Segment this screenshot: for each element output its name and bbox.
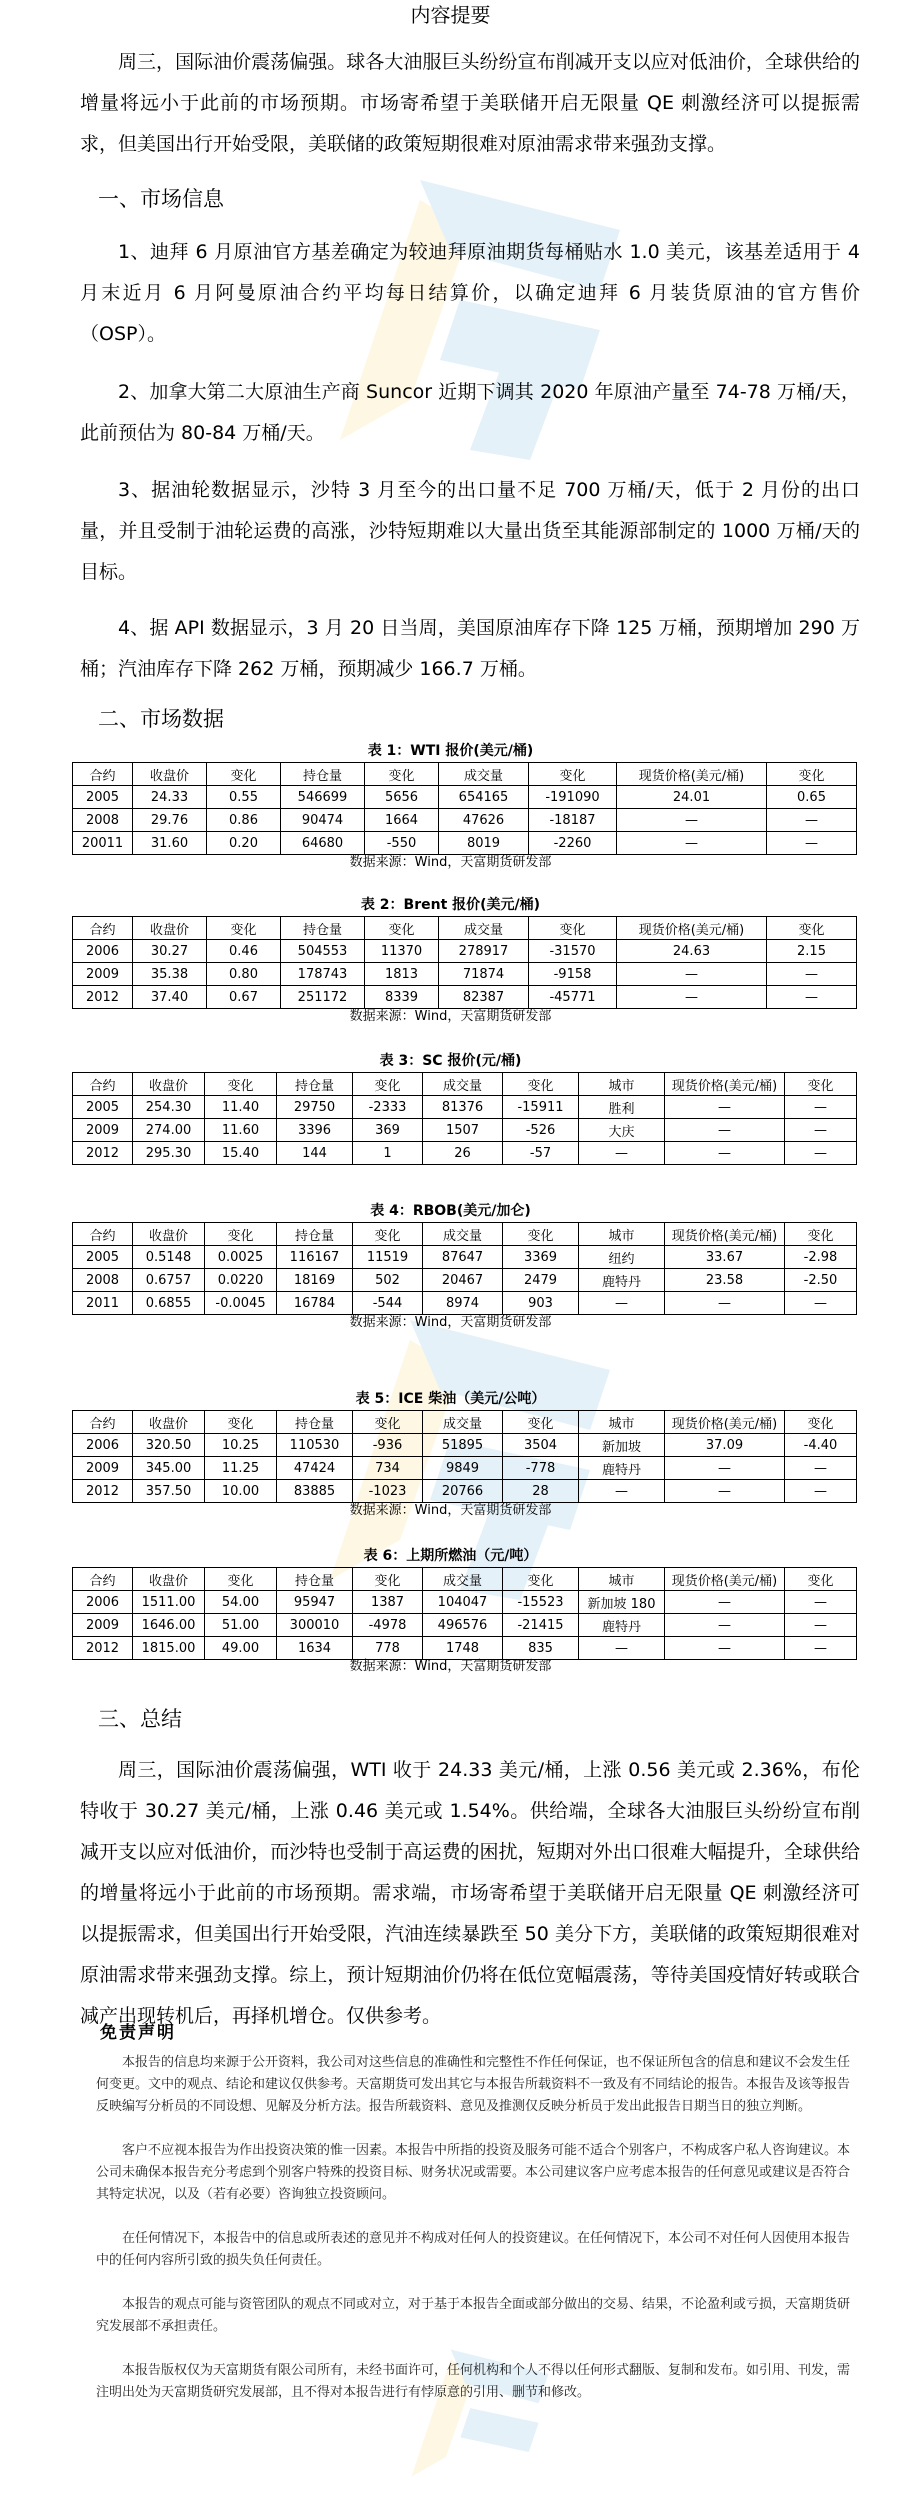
data-source: 数据来源：Wind，天富期货研发部 bbox=[349, 1315, 552, 1330]
table-header-cell: 变化 bbox=[207, 917, 281, 940]
table-header-cell: 城市 bbox=[579, 1568, 665, 1591]
table-cell: 11.60 bbox=[205, 1119, 277, 1142]
table-cell: — bbox=[665, 1591, 785, 1614]
table-cell: 8019 bbox=[439, 832, 529, 855]
table-cell: 2005 bbox=[73, 1246, 133, 1269]
table-header-cell: 持仓量 bbox=[277, 1411, 353, 1434]
table-cell: 116167 bbox=[277, 1246, 353, 1269]
table-cell: 2009 bbox=[73, 1119, 133, 1142]
table-cell: 110530 bbox=[277, 1434, 353, 1457]
table-cell: 鹿特丹 bbox=[579, 1614, 665, 1637]
table-cell: 2006 bbox=[73, 1434, 133, 1457]
table-cell: 胜利 bbox=[579, 1096, 665, 1119]
section-heading-summary: 三、总结 bbox=[98, 1707, 182, 1731]
table-cell: 1646.00 bbox=[133, 1614, 205, 1637]
table-caption: 表 5：ICE 柴油（美元/公吨） bbox=[355, 1391, 546, 1407]
table-header-cell: 变化 bbox=[503, 1411, 579, 1434]
table-header-cell: 持仓量 bbox=[277, 1568, 353, 1591]
table-cell: 11519 bbox=[353, 1246, 423, 1269]
table-cell: 251172 bbox=[281, 986, 365, 1009]
table-caption: 表 2：Brent 报价(美元/桶) bbox=[360, 897, 541, 913]
table-header-cell: 合约 bbox=[73, 917, 133, 940]
table-header-row bbox=[73, 917, 857, 940]
table-cell: — bbox=[785, 1096, 857, 1119]
table-cell: 2005 bbox=[73, 786, 133, 809]
table-cell: -15911 bbox=[503, 1096, 579, 1119]
table-header-row bbox=[73, 1073, 857, 1096]
table-header-cell: 变化 bbox=[205, 1411, 277, 1434]
table-cell: 1815.00 bbox=[133, 1637, 205, 1660]
table-cell: 20467 bbox=[423, 1269, 503, 1292]
watermark-logo bbox=[380, 2330, 580, 2496]
table-cell: -18187 bbox=[529, 809, 617, 832]
table-row bbox=[73, 940, 857, 963]
table-cell: 5656 bbox=[365, 786, 439, 809]
table-header-cell: 持仓量 bbox=[277, 1223, 353, 1246]
table-cell: 11.40 bbox=[205, 1096, 277, 1119]
table-row bbox=[73, 1142, 857, 1165]
table-cell: 1748 bbox=[423, 1637, 503, 1660]
table-cell: — bbox=[767, 832, 857, 855]
table-cell: -2333 bbox=[353, 1096, 423, 1119]
disclaimer-paragraph: 本报告版权仅为天富期货有限公司所有，未经书面许可，任何机构和个人不得以任何形式翻版、复制和发布。如引用、刊发，需注明出处为天富期货研究发展部，且不得对本报告进行有悖原意的引用、删节和修改。 bbox=[96, 2363, 851, 2400]
table-cell: 2.15 bbox=[767, 940, 857, 963]
table-cell: -0.0045 bbox=[205, 1292, 277, 1315]
table-cell: 0.20 bbox=[207, 832, 281, 855]
table-cell: — bbox=[785, 1457, 857, 1480]
table-cell: 0.6855 bbox=[133, 1292, 205, 1315]
table-header-cell: 持仓量 bbox=[281, 763, 365, 786]
disclaimer-paragraph: 本报告的观点可能与资管团队的观点不同或对立，对于基于本报告全面或部分做出的交易、结果，不论盈利或亏损，天富期货研究发展部不承担责任。 bbox=[96, 2297, 851, 2334]
table-row bbox=[73, 809, 857, 832]
table-cell: 24.01 bbox=[617, 786, 767, 809]
table-cell: 369 bbox=[353, 1119, 423, 1142]
table-cell: 纽约 bbox=[579, 1246, 665, 1269]
table-header-cell: 变化 bbox=[353, 1411, 423, 1434]
table-row bbox=[73, 1246, 857, 1269]
table-row bbox=[73, 1480, 857, 1503]
table-cell: 1664 bbox=[365, 809, 439, 832]
table-header-cell: 变化 bbox=[353, 1223, 423, 1246]
table-header-cell: 持仓量 bbox=[277, 1073, 353, 1096]
market-info-item: 1、迪拜 6 月原油官方基差确定为较迪拜原油期货每桶贴水 1.0 美元，该基差适用于 4 月末近月 6 月阿曼原油合约平均每日结算价，以确定迪拜 6 月装货原油的官方售价（OSP）。 bbox=[80, 241, 860, 345]
table-cell: — bbox=[665, 1119, 785, 1142]
table-cell: 0.46 bbox=[207, 940, 281, 963]
table-cell: 2005 bbox=[73, 1096, 133, 1119]
table-cell: — bbox=[617, 963, 767, 986]
table-cell: 51895 bbox=[423, 1434, 503, 1457]
table-cell: 734 bbox=[353, 1457, 423, 1480]
table-cell: -9158 bbox=[529, 963, 617, 986]
table-header-row bbox=[73, 1223, 857, 1246]
table-cell: 0.0220 bbox=[205, 1269, 277, 1292]
table-header-cell: 变化 bbox=[785, 1223, 857, 1246]
table-cell: — bbox=[767, 963, 857, 986]
table-row bbox=[73, 1269, 857, 1292]
table-cell: 2006 bbox=[73, 940, 133, 963]
table-cell: 29750 bbox=[277, 1096, 353, 1119]
table-cell: 903 bbox=[503, 1292, 579, 1315]
table-row bbox=[73, 1457, 857, 1480]
table-row bbox=[73, 1119, 857, 1142]
market-info-item: 3、据油轮数据显示，沙特 3 月至今的出口量不足 700 万桶/天，低于 2 月份的出口量，并且受制于油轮运费的高涨，沙特短期难以大量出货至其能源部制定的 1000 万桶/天的目标。 bbox=[80, 479, 860, 583]
table-header-cell: 收盘价 bbox=[133, 763, 207, 786]
table-cell: — bbox=[665, 1096, 785, 1119]
data-source: 数据来源：Wind，天富期货研发部 bbox=[349, 1009, 552, 1024]
table-cell: 11370 bbox=[365, 940, 439, 963]
table-header-row bbox=[73, 1411, 857, 1434]
table-cell: -778 bbox=[503, 1457, 579, 1480]
table-cell: 778 bbox=[353, 1637, 423, 1660]
table-cell: — bbox=[785, 1292, 857, 1315]
table-header-row bbox=[73, 763, 857, 786]
table-header-cell: 变化 bbox=[785, 1411, 857, 1434]
table-cell: 254.30 bbox=[133, 1096, 205, 1119]
table-cell: 178743 bbox=[281, 963, 365, 986]
table-cell: 2008 bbox=[73, 809, 133, 832]
table-cell: 30.27 bbox=[133, 940, 207, 963]
table-header-cell: 变化 bbox=[365, 917, 439, 940]
table-row bbox=[73, 1591, 857, 1614]
table-header-row bbox=[73, 1568, 857, 1591]
table-header-cell: 成交量 bbox=[423, 1411, 503, 1434]
section-heading-market-info: 一、市场信息 bbox=[98, 187, 224, 211]
table-header-cell: 合约 bbox=[73, 1223, 133, 1246]
section-heading-market-data: 二、市场数据 bbox=[98, 707, 224, 731]
table-header-cell: 变化 bbox=[785, 1568, 857, 1591]
table-header-cell: 变化 bbox=[503, 1568, 579, 1591]
table-row bbox=[73, 786, 857, 809]
table-cell: -2.98 bbox=[785, 1246, 857, 1269]
table-cell: 345.00 bbox=[133, 1457, 205, 1480]
table-cell: 654165 bbox=[439, 786, 529, 809]
table-cell: 835 bbox=[503, 1637, 579, 1660]
table-cell: -45771 bbox=[529, 986, 617, 1009]
table-header-cell: 变化 bbox=[205, 1223, 277, 1246]
summary-paragraph: 周三，国际油价震荡偏强。球各大油服巨头纷纷宣布削减开支以应对低油价，全球供给的增量将远小于此前的市场预期。市场寄希望于美联储开启无限量 QE 刺激经济可以提振需求，但美国出行开始受限，美联储的政策短期很难对原油需求带来强劲支撑。 bbox=[80, 51, 860, 155]
table-header-cell: 变化 bbox=[529, 763, 617, 786]
table-cell: -2260 bbox=[529, 832, 617, 855]
table-caption: 表 3：SC 报价(元/桶) bbox=[379, 1053, 522, 1069]
table-header-cell: 城市 bbox=[579, 1223, 665, 1246]
table-header-cell: 变化 bbox=[767, 763, 857, 786]
table-cell: 10.00 bbox=[205, 1480, 277, 1503]
table-caption: 表 6：上期所燃油（元/吨） bbox=[363, 1548, 538, 1564]
table-cell: 8974 bbox=[423, 1292, 503, 1315]
table-cell: 1507 bbox=[423, 1119, 503, 1142]
table-header-cell: 变化 bbox=[767, 917, 857, 940]
table-cell: 10.25 bbox=[205, 1434, 277, 1457]
table-cell: — bbox=[785, 1480, 857, 1503]
table-cell: 2009 bbox=[73, 1614, 133, 1637]
table-cell: — bbox=[665, 1480, 785, 1503]
table-cell: — bbox=[785, 1614, 857, 1637]
table-header-cell: 持仓量 bbox=[281, 917, 365, 940]
market-info-item: 2、加拿大第二大原油生产商 Suncor 近期下调其 2020 年原油产量至 74-78 万桶/天，此前预估为 80-84 万桶/天。 bbox=[80, 381, 860, 444]
table-header-cell: 变化 bbox=[503, 1223, 579, 1246]
table-cell: 35.38 bbox=[133, 963, 207, 986]
table-cell: 0.55 bbox=[207, 786, 281, 809]
table-row bbox=[73, 986, 857, 1009]
table-cell: 2479 bbox=[503, 1269, 579, 1292]
table-cell: 300010 bbox=[277, 1614, 353, 1637]
table-cell: -936 bbox=[353, 1434, 423, 1457]
table-cell: -15523 bbox=[503, 1591, 579, 1614]
table-cell: — bbox=[617, 832, 767, 855]
data-source: 数据来源：Wind，天富期货研发部 bbox=[349, 1659, 552, 1674]
table-cell: 新加坡 180 bbox=[579, 1591, 665, 1614]
table-cell: 2008 bbox=[73, 1269, 133, 1292]
table-cell: 37.40 bbox=[133, 986, 207, 1009]
table-cell: 1 bbox=[353, 1142, 423, 1165]
table-cell: -526 bbox=[503, 1119, 579, 1142]
table-cell: 2006 bbox=[73, 1591, 133, 1614]
table-header-cell: 现货价格(美元/桶) bbox=[665, 1568, 785, 1591]
table-header-cell: 成交量 bbox=[423, 1568, 503, 1591]
disclaimer-paragraph: 本报告的信息均来源于公开资料，我公司对这些信息的准确性和完整性不作任何保证，也不保证所包含的信息和建议不会发生任何变更。文中的观点、结论和建议仅供参考。天富期货可发出其它与本报告所载资料不一致及有不同结论的报告。本报告及该等报告反映编写分析员的不同设想、见解及分析方法。报告所载资料、意见及推测仅反映分析员于发出此报告日期当日的独立判断。 bbox=[96, 2055, 851, 2114]
table-cell: -57 bbox=[503, 1142, 579, 1165]
table-header-cell: 变化 bbox=[503, 1073, 579, 1096]
table-cell: — bbox=[579, 1637, 665, 1660]
table-header-cell: 变化 bbox=[205, 1073, 277, 1096]
table-cell: 2011 bbox=[73, 1292, 133, 1315]
table-cell: -544 bbox=[353, 1292, 423, 1315]
table-cell: 20011 bbox=[73, 832, 133, 855]
table-cell: 11.25 bbox=[205, 1457, 277, 1480]
table-header-cell: 现货价格(美元/桶) bbox=[617, 763, 767, 786]
table-header-cell: 合约 bbox=[73, 1073, 133, 1096]
table-cell: 3396 bbox=[277, 1119, 353, 1142]
table-header-cell: 收盘价 bbox=[133, 1223, 205, 1246]
table-cell: 15.40 bbox=[205, 1142, 277, 1165]
table-cell: 18169 bbox=[277, 1269, 353, 1292]
table-cell: 2009 bbox=[73, 963, 133, 986]
table-cell: -191090 bbox=[529, 786, 617, 809]
table-cell: 3369 bbox=[503, 1246, 579, 1269]
table-row bbox=[73, 1096, 857, 1119]
table-cell: -4.40 bbox=[785, 1434, 857, 1457]
table-cell: -21415 bbox=[503, 1614, 579, 1637]
data-table bbox=[72, 762, 857, 855]
table-header-cell: 成交量 bbox=[439, 763, 529, 786]
table-cell: 54.00 bbox=[205, 1591, 277, 1614]
table-cell: — bbox=[665, 1292, 785, 1315]
table-cell: 47626 bbox=[439, 809, 529, 832]
table-header-cell: 变化 bbox=[529, 917, 617, 940]
market-info-item: 4、据 API 数据显示，3 月 20 日当周，美国原油库存下降 125 万桶，预期增加 290 万桶；汽油库存下降 262 万桶，预期减少 166.7 万桶。 bbox=[80, 617, 860, 680]
table-cell: 320.50 bbox=[133, 1434, 205, 1457]
table-cell: 49.00 bbox=[205, 1637, 277, 1660]
table-header-cell: 收盘价 bbox=[133, 1073, 205, 1096]
table-cell: 0.80 bbox=[207, 963, 281, 986]
table-cell: -31570 bbox=[529, 940, 617, 963]
data-source: 数据来源：Wind，天富期货研发部 bbox=[349, 855, 552, 870]
table-cell: -2.50 bbox=[785, 1269, 857, 1292]
table-cell: — bbox=[665, 1142, 785, 1165]
table-row bbox=[73, 1614, 857, 1637]
table-header-cell: 成交量 bbox=[423, 1073, 503, 1096]
page-title: 内容提要 bbox=[410, 3, 491, 27]
table-cell: 新加坡 bbox=[579, 1434, 665, 1457]
table-cell: 295.30 bbox=[133, 1142, 205, 1165]
table-header-cell: 收盘价 bbox=[133, 1411, 205, 1434]
table-cell: 鹿特丹 bbox=[579, 1457, 665, 1480]
table-cell: 23.58 bbox=[665, 1269, 785, 1292]
table-cell: — bbox=[785, 1119, 857, 1142]
table-cell: 274.00 bbox=[133, 1119, 205, 1142]
table-header-cell: 城市 bbox=[579, 1411, 665, 1434]
table-cell: 81376 bbox=[423, 1096, 503, 1119]
table-cell: 1511.00 bbox=[133, 1591, 205, 1614]
table-cell: — bbox=[785, 1142, 857, 1165]
table-cell: 0.65 bbox=[767, 786, 857, 809]
table-header-cell: 合约 bbox=[73, 1568, 133, 1591]
table-header-cell: 收盘价 bbox=[133, 917, 207, 940]
table-header-cell: 收盘价 bbox=[133, 1568, 205, 1591]
table-cell: 104047 bbox=[423, 1591, 503, 1614]
table-cell: 1387 bbox=[353, 1591, 423, 1614]
table-cell: — bbox=[665, 1614, 785, 1637]
table-cell: 9849 bbox=[423, 1457, 503, 1480]
table-cell: 546699 bbox=[281, 786, 365, 809]
table-cell: 26 bbox=[423, 1142, 503, 1165]
table-cell: 29.76 bbox=[133, 809, 207, 832]
table-cell: 95947 bbox=[277, 1591, 353, 1614]
table-cell: 2012 bbox=[73, 1142, 133, 1165]
table-cell: 0.6757 bbox=[133, 1269, 205, 1292]
table-cell: 2012 bbox=[73, 986, 133, 1009]
table-header-cell: 变化 bbox=[207, 763, 281, 786]
table-header-cell: 变化 bbox=[785, 1073, 857, 1096]
table-header-cell: 现货价格(美元/桶) bbox=[617, 917, 767, 940]
data-table bbox=[72, 1567, 857, 1660]
table-cell: — bbox=[665, 1457, 785, 1480]
table-cell: 504553 bbox=[281, 940, 365, 963]
table-cell: — bbox=[617, 986, 767, 1009]
table-cell: 8339 bbox=[365, 986, 439, 1009]
table-cell: 28 bbox=[503, 1480, 579, 1503]
data-table bbox=[72, 1222, 857, 1315]
table-header-cell: 城市 bbox=[579, 1073, 665, 1096]
table-cell: — bbox=[617, 809, 767, 832]
table-cell: 82387 bbox=[439, 986, 529, 1009]
table-cell: 357.50 bbox=[133, 1480, 205, 1503]
table-header-cell: 成交量 bbox=[423, 1223, 503, 1246]
table-cell: 51.00 bbox=[205, 1614, 277, 1637]
data-table bbox=[72, 1410, 857, 1503]
table-header-cell: 变化 bbox=[205, 1568, 277, 1591]
table-header-cell: 现货价格(美元/桶) bbox=[665, 1411, 785, 1434]
table-cell: 64680 bbox=[281, 832, 365, 855]
table-header-cell: 变化 bbox=[365, 763, 439, 786]
table-caption: 表 4：RBOB(美元/加仑) bbox=[370, 1203, 531, 1219]
table-cell: — bbox=[579, 1142, 665, 1165]
table-cell: 1634 bbox=[277, 1637, 353, 1660]
table-cell: 502 bbox=[353, 1269, 423, 1292]
table-cell: -4978 bbox=[353, 1614, 423, 1637]
table-cell: 71874 bbox=[439, 963, 529, 986]
table-cell: 鹿特丹 bbox=[579, 1269, 665, 1292]
disclaimer-paragraph: 在任何情况下，本报告中的信息或所表述的意见并不构成对任何人的投资建议。在任何情况下，本公司不对任何人因使用本报告中的任何内容所引致的损失负任何责任。 bbox=[96, 2231, 851, 2268]
table-cell: 31.60 bbox=[133, 832, 207, 855]
table-row bbox=[73, 832, 857, 855]
table-header-cell: 变化 bbox=[353, 1073, 423, 1096]
table-cell: — bbox=[767, 809, 857, 832]
table-cell: — bbox=[579, 1480, 665, 1503]
table-cell: 278917 bbox=[439, 940, 529, 963]
table-caption: 表 1：WTI 报价(美元/桶) bbox=[367, 743, 534, 759]
disclaimer-title: 免责声明 bbox=[100, 2023, 176, 2043]
table-header-cell: 现货价格(美元/桶) bbox=[665, 1223, 785, 1246]
table-header-cell: 合约 bbox=[73, 1411, 133, 1434]
table-cell: 3504 bbox=[503, 1434, 579, 1457]
table-cell: 24.33 bbox=[133, 786, 207, 809]
table-cell: 33.67 bbox=[665, 1246, 785, 1269]
table-cell: 37.09 bbox=[665, 1434, 785, 1457]
table-cell: — bbox=[579, 1292, 665, 1315]
table-cell: — bbox=[785, 1637, 857, 1660]
table-header-cell: 变化 bbox=[353, 1568, 423, 1591]
table-cell: 16784 bbox=[277, 1292, 353, 1315]
table-cell: — bbox=[767, 986, 857, 1009]
table-cell: 2012 bbox=[73, 1480, 133, 1503]
disclaimer-paragraph: 客户不应视本报告为作出投资决策的惟一因素。本报告中所指的投资及服务可能不适合个别客户，不构成客户私人咨询建议。本公司未确保本报告充分考虑到个别客户特殊的投资目标、财务状况或需要。本公司建议客户应考虑本报告的任何意见或建议是否符合其特定状况，以及（若有必要）咨询独立投资顾问。 bbox=[96, 2143, 851, 2202]
data-table bbox=[72, 1072, 857, 1165]
table-cell: 0.5148 bbox=[133, 1246, 205, 1269]
table-cell: 0.0025 bbox=[205, 1246, 277, 1269]
table-cell: 大庆 bbox=[579, 1119, 665, 1142]
table-row bbox=[73, 1292, 857, 1315]
table-cell: 2009 bbox=[73, 1457, 133, 1480]
table-cell: 1813 bbox=[365, 963, 439, 986]
table-cell: — bbox=[785, 1591, 857, 1614]
table-row bbox=[73, 1434, 857, 1457]
table-cell: -550 bbox=[365, 832, 439, 855]
table-row bbox=[73, 963, 857, 986]
table-cell: 90474 bbox=[281, 809, 365, 832]
data-table bbox=[72, 916, 857, 1009]
table-cell: 83885 bbox=[277, 1480, 353, 1503]
table-cell: 496576 bbox=[423, 1614, 503, 1637]
table-header-cell: 合约 bbox=[73, 763, 133, 786]
table-header-cell: 成交量 bbox=[439, 917, 529, 940]
data-source: 数据来源：Wind，天富期货研发部 bbox=[349, 1503, 552, 1518]
table-cell: 47424 bbox=[277, 1457, 353, 1480]
table-cell: 87647 bbox=[423, 1246, 503, 1269]
table-cell: 0.67 bbox=[207, 986, 281, 1009]
table-cell: 24.63 bbox=[617, 940, 767, 963]
summary-conclusion: 周三，国际油价震荡偏强，WTI 收于 24.33 美元/桶，上涨 0.56 美元或 2.36%，布伦特收于 30.27 美元/桶，上涨 0.46 美元或 1.54%。供给端，全球各大油服巨头纷纷宣布削减开支以应对低油价，而沙特也受制于高运费的困扰，短期对外出口很难大幅提升，全球供给的增量将远小于此前的市场预期。需求端，市场寄希望于美联储开启无限量 QE 刺激经济可以提振需求，但美国出行开始受限，汽油连续暴跌至 50 美分下方，美联储的政策短期很难对原油需求带来强劲支撑。综上，预计短期油价仍将在低位宽幅震荡，等待美国疫情好转或联合减产出现转机后，再择机增仓。仅供参考。 bbox=[80, 1759, 860, 2027]
table-cell: 2012 bbox=[73, 1637, 133, 1660]
table-cell: 0.86 bbox=[207, 809, 281, 832]
table-cell: 20766 bbox=[423, 1480, 503, 1503]
table-header-cell: 现货价格(美元/桶) bbox=[665, 1073, 785, 1096]
table-cell: -1023 bbox=[353, 1480, 423, 1503]
table-cell: 144 bbox=[277, 1142, 353, 1165]
table-cell: — bbox=[665, 1637, 785, 1660]
